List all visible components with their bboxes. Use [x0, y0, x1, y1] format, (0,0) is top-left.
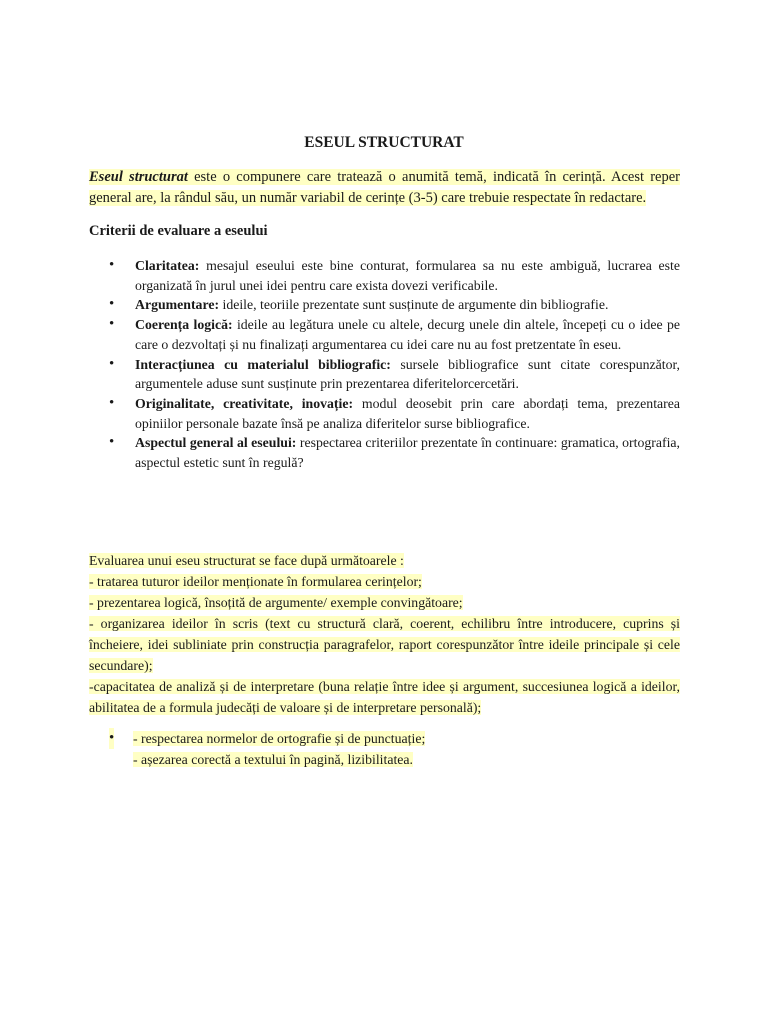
criteria-term: Coerența logică:: [135, 317, 233, 333]
final-bullet-item: [89, 728, 680, 770]
evaluation-section: [89, 550, 680, 718]
criteria-term: Argumentare:: [135, 297, 220, 313]
intro-paragraph: [89, 167, 680, 209]
criteria-text: ideile au legătura unele cu altele, decurg unele din altele, începeți cu o idee pe care o dezvoltați și nu finalizați argumentarea cu idei care nu au fost pretzentate în eseu.: [135, 317, 680, 352]
page-title: ESEUL STRUCTURAT: [304, 134, 464, 151]
evaluation-item: - prezentarea logică, însoțită de argumente/ exemple convingătoare;: [89, 595, 463, 610]
criteria-heading: Criterii de evaluare a eseului: [89, 223, 268, 239]
criteria-term: Interacțiunea cu materialul bibliografic:: [135, 356, 391, 372]
final-line: - respectarea normelor de ortografie și de punctuație;: [133, 731, 426, 746]
criteria-item: [89, 394, 680, 433]
intro-text: este o compunere care tratează o anumită temă, indicată în cerință. Acest reper general are, la rândul său, un număr variabil de cerințe (3-5) care trebuie respectate în redactare.: [89, 169, 681, 206]
evaluation-item: -capacitatea de analiză și de interpretare (buna relație între idee și argument, succesiunea logică a ideilor, abilitatea de a formula judecăți de valoare și de interpretare personală);: [89, 679, 680, 715]
criteria-item: [89, 295, 680, 315]
final-line: - așezarea corectă a textului în pagină, lizibilitatea.: [133, 752, 414, 767]
criteria-list: [89, 256, 680, 473]
criteria-text: sursele bibliografice sunt citate corespunzător, argumentele aduse sunt susținute prin prezentarea diferitelorcercetări.: [135, 356, 680, 392]
criteria-text: ideile, teoriile prezentate sunt susținute de argumente din bibliografie.: [219, 297, 609, 313]
criteria-item: [89, 355, 680, 394]
intro-lead: Eseul structurat: [89, 169, 188, 185]
criteria-text: mesajul eseului este bine conturat, formularea sa nu este ambiguă, lucrarea este organizată în jurul unei idei pentru care exista dovezi verificabile.: [135, 258, 680, 293]
evaluation-item: - organizarea ideilor în scris (text cu structură clară, coerent, echilibru între introducere, cuprins și încheiere, idei subliniate prin construcția paragrafelor, raport corespunzător între ideile principale și cele secundare);: [89, 616, 680, 673]
criteria-term: Originalitate, creativitate, inovație:: [135, 395, 354, 411]
evaluation-intro: Evaluarea unui eseu structurat se face după următoarele :: [89, 553, 404, 568]
evaluation-item: - tratarea tuturor ideilor menționate în formularea cerințelor;: [89, 574, 422, 589]
criteria-term: Claritatea:: [135, 258, 200, 273]
criteria-text: modul deosebit prin care abordați tema, prezentarea opiniilor personale bazate însă pe analiza diferitelor surse bibliografice.: [135, 395, 680, 431]
criteria-item: [89, 256, 680, 295]
criteria-term: Aspectul general al eseului:: [135, 435, 297, 451]
criteria-text: respectarea criteriilor prezentate în continuare: gramatica, ortografia, aspectul estetic sunt în regulă?: [135, 435, 680, 471]
criteria-item: [89, 315, 680, 354]
criteria-item: [89, 433, 680, 472]
bullet-dot: •: [109, 728, 114, 749]
